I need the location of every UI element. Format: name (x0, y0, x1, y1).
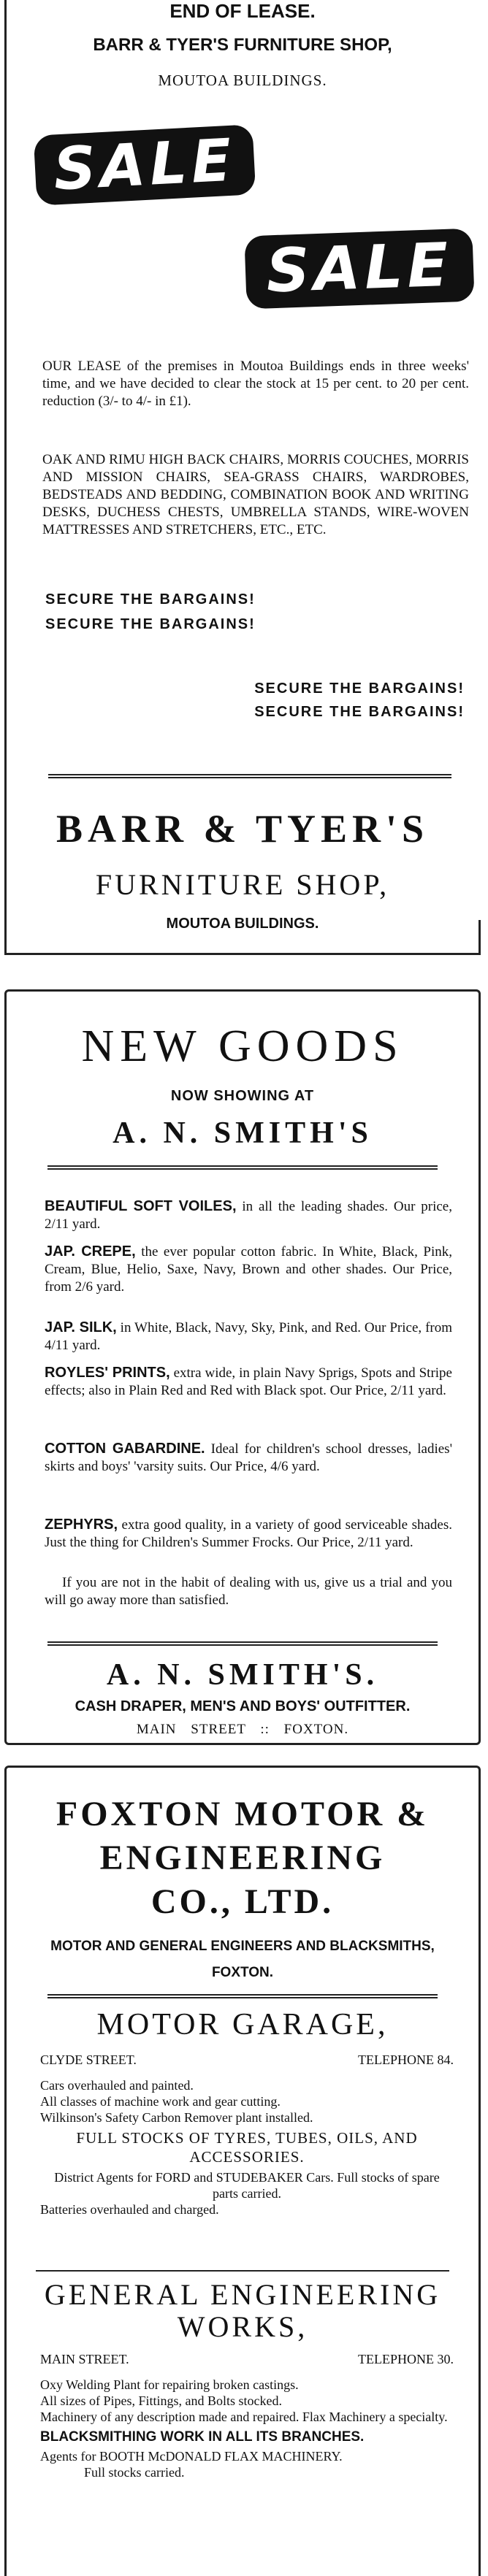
garage-details (40, 2077, 454, 2217)
footer-town: FOXTON. (283, 1722, 349, 1737)
garage-phone: TELEPHONE 84. (358, 2052, 454, 2067)
secure-bargains-4: SECURE THE BARGAINS! (254, 704, 465, 720)
garage-line: Wilkinson's Safety Carbon Remover plant installed. (40, 2110, 313, 2125)
divider-rule (47, 1165, 438, 1170)
item-heading: ROYLES' PRINTS, (45, 1365, 170, 1381)
item-heading: JAP. SILK, (45, 1319, 117, 1335)
works-line: Machinery of any description made and repaired. Flax Machinery a specialty. (40, 2410, 448, 2424)
ad-title: END OF LEASE. (169, 0, 316, 22)
footer-trade: CASH DRAPER, MEN'S AND BOYS' OUTFITTER. (75, 1698, 411, 1714)
item-text: Ideal for children's school dresses, ladies' skirts and boys' 'varsity suits. Our Price, 4/6 yard. (45, 1441, 452, 1474)
works-line: Oxy Welding Plant for repairing broken castings. (40, 2377, 299, 2392)
garage-agents: District Agents for FORD and STUDEBAKER Cars. Full stocks of spare parts carried. (54, 2170, 440, 2201)
item-heading: ZEPHYRS, (45, 1517, 118, 1533)
divider-rule-2 (47, 1641, 438, 1646)
blacksmithing-line: BLACKSMITHING WORK IN ALL ITS BRANCHES. (40, 2429, 365, 2445)
footer-separator: :: (260, 1722, 270, 1737)
divider-rule (48, 774, 451, 778)
shop-name: BARR & TYER'S FURNITURE SHOP, (93, 35, 392, 55)
garage-line: All classes of machine work and gear cutting. (40, 2094, 281, 2109)
company-name-line2: ENGINEERING (99, 1839, 386, 1877)
garage-stocks: FULL STOCKS OF TYRES, TUBES, OILS, AND ACCESSORIES. (76, 2129, 418, 2166)
stock-list: OAK AND RIMU HIGH BACK CHAIRS, MORRIS COUCHES, MORRIS AND MISSION CHAIRS, SEA-GRASS CHAIRS, WARDROBES, BEDSTEADS AND BEDDING, COMBINATION BOOK AND WRITING DESKS, DUCHESS CHESTS, UMBRELLA STANDS, WIRE-WOVEN MATTRESSES AND STRETCHERS, ETC., ETC. (42, 452, 469, 537)
new-goods-advert (4, 989, 481, 1745)
footer-address (7, 1722, 479, 1738)
item-text: in White, Black, Navy, Sky, Pink, and Red. Our Price, from 4/11 yard. (45, 1320, 453, 1353)
item-text: extra wide, in plain Navy Sprigs, Spots and Stripe effects; also in Plain Red and Red with Black spot. Our Price, 2/11 yard. (45, 1365, 452, 1398)
item-heading: BEAUTIFUL SOFT VOILES, (45, 1198, 237, 1214)
footer-shop-name: BARR & TYER'S (56, 807, 430, 851)
works-line: All sizes of Pipes, Fittings, and Bolts stocked. (40, 2393, 282, 2408)
closing-text: If you are not in the habit of dealing with us, give us a trial and you will go away more than satisfied. (45, 1575, 452, 1608)
garage-line: Cars overhauled and painted. (40, 2078, 194, 2093)
foxton-motor-advert (4, 1766, 481, 2576)
stocks-line: Full stocks carried. (84, 2465, 185, 2480)
town: FOXTON. (211, 1965, 274, 1980)
secure-bargains-2: SECURE THE BARGAINS! (45, 616, 256, 632)
list-item (45, 1516, 452, 1574)
ad-subtitle: NOW SHOWING AT (170, 1088, 315, 1104)
item-heading: COTTON GABARDINE. (45, 1441, 205, 1457)
sale-badge-left: SALE (34, 124, 256, 206)
location: MOUTOA BUILDINGS. (158, 72, 327, 89)
company-name-line1: FOXTON MOTOR & (56, 1795, 430, 1833)
end-of-lease-advert (4, 0, 481, 964)
footer-shop-name: A. N. SMITH'S. (106, 1658, 379, 1692)
garage-title: MOTOR GARAGE, (96, 2008, 389, 2042)
list-item (45, 1243, 452, 1319)
footer-shop-type: FURNITURE SHOP, (95, 868, 390, 901)
item-text: extra good quality, in a variety of good serviceable shades. Just the thing for Children's Summer Frocks. Our Price, 2/11 yard. (45, 1517, 452, 1550)
item-text: the ever popular cotton fabric. In White, Black, Pink, Cream, Blue, Helio, Saxe, Navy, Brown and other shades. Our Price, from 2/6 yard. (45, 1244, 453, 1295)
footer-location: MOUTOA BUILDINGS. (166, 916, 319, 932)
list-item (45, 1197, 452, 1243)
item-heading: JAP. CREPE, (45, 1243, 136, 1260)
list-item (45, 1319, 452, 1364)
works-title: GENERAL ENGINEERING WORKS, (44, 2278, 441, 2343)
list-item (45, 1440, 452, 1516)
item-text: in all the leading shades. Our price, 2/11 yard. (45, 1199, 452, 1232)
sale-badge-right: SALE (244, 229, 474, 310)
agents-line: Agents for BOOTH McDONALD FLAX MACHINERY. (40, 2449, 343, 2464)
works-phone: TELEPHONE 30. (358, 2352, 454, 2366)
works-street: MAIN STREET. (40, 2352, 129, 2366)
secure-bargains-1: SECURE THE BARGAINS! (45, 591, 256, 607)
section-divider (36, 2270, 449, 2272)
works-details (40, 2377, 454, 2480)
trade-line: MOTOR AND GENERAL ENGINEERS AND BLACKSMITHS, (50, 1939, 435, 1954)
footer-street: MAIN STREET (136, 1722, 246, 1737)
divider-rule (47, 1994, 438, 1998)
ad-title: NEW GOODS (81, 1021, 404, 1071)
company-name-line3: CO., LTD. (150, 1882, 335, 1921)
lease-paragraph: OUR LEASE of the premises in Moutoa Buildings ends in three weeks' time, and we have decided to clear the stock at 15 per cent. to 20 per cent. reduction (3/- to 4/- in £1). (42, 359, 469, 409)
garage-street: CLYDE STREET. (40, 2052, 137, 2067)
items-list (45, 1197, 452, 1609)
shop-name: A. N. SMITH'S (113, 1116, 373, 1150)
garage-batteries: Batteries overhauled and charged. (40, 2202, 219, 2217)
list-item (45, 1364, 452, 1440)
secure-bargains-3: SECURE THE BARGAINS! (254, 681, 465, 697)
